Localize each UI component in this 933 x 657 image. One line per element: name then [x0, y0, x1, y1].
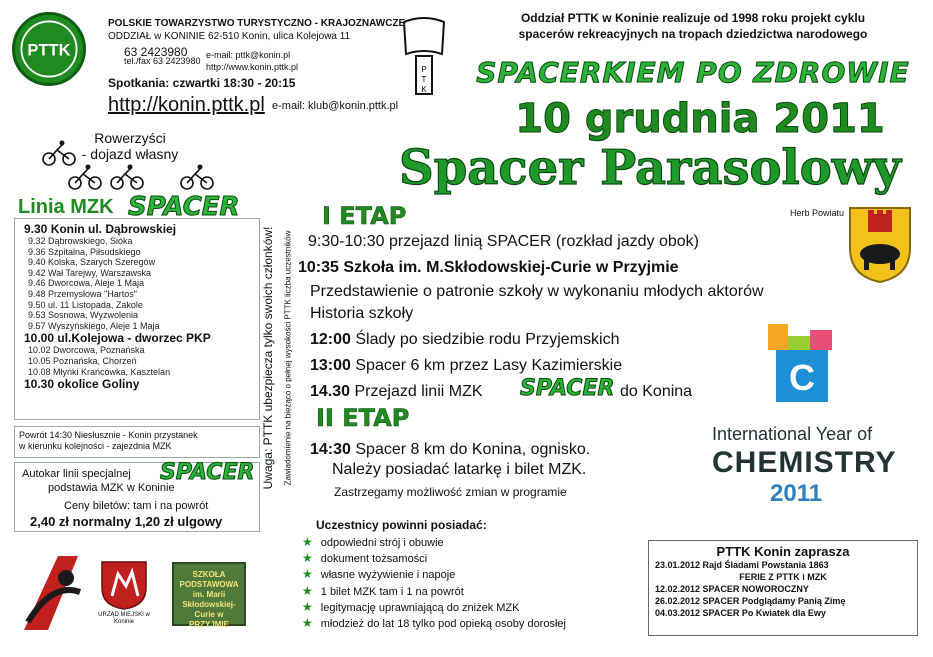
- spacer-logo: SPACER: [128, 192, 240, 222]
- chemistry-year-icon: [766, 322, 836, 406]
- return-line: w kierunku kolejności - zajezdnia MZK: [19, 441, 172, 451]
- bicycle-icon: [180, 164, 214, 190]
- upcoming-events-title: PTTK Konin zaprasza: [716, 544, 850, 559]
- bus-line-heading: Linia MZK: [18, 196, 114, 218]
- requirement-text: dokument tożsamości: [320, 553, 428, 566]
- timetable-stop: 10.30 okolice Goliny: [24, 377, 140, 392]
- requirement-text: własne wyżywienie i napoje: [320, 569, 456, 582]
- org-branch: ODDZIAŁ w KONINIE 62-510 Konin, ulica Kolejowa 11: [108, 31, 351, 42]
- timetable-stop: 9.40 Kolska, Szarych Szeregów: [28, 257, 156, 268]
- return-line: Powrót 14:30 Niesłusznie - Konin przystanek: [19, 430, 198, 440]
- bicycle-icon: [110, 164, 144, 190]
- timetable-stop: 10.05 Poznańska, Chorzeń: [28, 355, 137, 366]
- timetable-stop: 10.08 Młyńki Krańcówka, Kasztelan: [28, 366, 171, 377]
- program-text: do Konina: [620, 383, 693, 400]
- star-icon: ★: [302, 551, 313, 566]
- program-time: 14:30: [310, 441, 351, 458]
- coat-of-arms-icon: [846, 204, 914, 284]
- timetable-stop: 9.57 Wyszyńskiego, Aleje 1 Maja: [28, 320, 160, 331]
- program-item: Historia szkoły: [310, 305, 414, 322]
- project-note-line: spacerów rekreacyjnych na tropach dziedzictwa narodowego: [518, 27, 868, 41]
- timetable-stop: 9.32 Dąbrowskiego, Sióka: [28, 236, 133, 246]
- slogan: SPACERKIEM PO ZDROWIE: [476, 56, 910, 89]
- requirements-list: [302, 535, 566, 632]
- pttk-badge-icon: [398, 14, 450, 100]
- meetings-info: Spotkania: czwartki 18:30 - 20:15: [108, 76, 296, 90]
- program-item: [310, 382, 483, 402]
- star-icon: ★: [302, 583, 313, 598]
- konin-caption: URZĄD MIEJSKI w Koninie: [98, 612, 150, 625]
- program-item: [310, 440, 590, 460]
- timetable-stop: 9.48 Przemysłowa "Hartos": [28, 288, 137, 299]
- project-note: [458, 10, 928, 42]
- upcoming-event: FERIE Z PTTK i MZK: [739, 572, 827, 582]
- program-text: Przejazd linii MZK: [350, 383, 483, 400]
- program-item: 9:30-10:30 przejazd linią SPACER (rozkład jazdy obok): [308, 233, 700, 250]
- school-sign: SZKOŁA PODSTAWOWA im. Marii Skłodowskiej-Curie w PRZYJMIE: [172, 562, 246, 626]
- email-link[interactable]: e-mail: klub@konin.pttk.pl: [272, 100, 399, 112]
- participants-note: [278, 228, 298, 488]
- svg-text:C: C: [789, 357, 815, 398]
- konin-city-crest-icon: [98, 560, 150, 610]
- upcoming-events-list: [655, 559, 911, 619]
- program-time: 12:00: [310, 331, 351, 348]
- participants-note-text: Zawiadomienie na bieżąco o pełnej wysokości PTTK liczba uczestników: [283, 230, 293, 486]
- event-title: Spacer Parasolowy: [399, 140, 901, 196]
- insurance-note: [258, 228, 278, 488]
- event-date: 10 grudnia 2011: [515, 96, 885, 142]
- bus-info-line: podstawia MZK w Koninie: [48, 482, 175, 494]
- program-item: [310, 330, 619, 350]
- org-mail: e-mail: pttk@konin.pl: [206, 50, 291, 60]
- bicycle-icon: [42, 140, 76, 166]
- star-icon: ★: [302, 616, 313, 631]
- upcoming-event: 12.02.2012 SPACER NOWOROCZNY: [655, 584, 809, 594]
- stage-1-heading: I ETAP: [322, 202, 407, 230]
- program-text: Spacer 6 km przez Lasy Kazimierskie: [350, 357, 623, 374]
- svg-text:K: K: [421, 85, 427, 94]
- star-icon: ★: [302, 567, 313, 582]
- svg-text:PTTK: PTTK: [27, 40, 71, 60]
- timetable-stop: 9.46 Dworcowa, Aleje 1 Maja: [28, 278, 145, 289]
- requirements-title: Uczestnicy powinni posiadać:: [316, 518, 487, 532]
- project-note-line: Oddział PTTK w Koninie realizuje od 1998 roku projekt cyklu: [520, 11, 866, 25]
- cyclists-label: [70, 130, 190, 162]
- stage-2-heading: II ETAP: [316, 404, 410, 432]
- timetable-stop: 9.42 Wał Tarejwy, Warszawska: [28, 267, 152, 278]
- upcoming-event: 04.03.2012 SPACER Po Kwiatek dla Ewy: [655, 608, 826, 618]
- ticket-label: Ceny biletów: tam i na powrót: [64, 500, 209, 512]
- requirement-text: legitymację uprawniającą do zniżek MZK: [320, 601, 520, 614]
- requirement-text: młodzież do lat 18 tylko pod opieką osoby dorosłej: [320, 618, 566, 631]
- iyc-line: International Year of: [712, 424, 873, 444]
- cyclists-label-line: - dojazd własny: [81, 146, 179, 162]
- timetable: [20, 222, 260, 391]
- star-icon: ★: [302, 599, 313, 614]
- svg-text:P: P: [421, 65, 427, 74]
- upcoming-event: 23.01.2012 Rajd Śladami Powstania 1863: [655, 560, 829, 570]
- upcoming-events-box: [648, 540, 918, 636]
- website-link[interactable]: http://konin.pttk.pl: [108, 94, 265, 116]
- iyc-title: CHEMISTRY: [712, 446, 897, 479]
- program-item: [310, 356, 622, 376]
- bus-info-line: Autokar linii specjalnej: [22, 468, 131, 480]
- requirement-text: odpowiedni strój i obuwie: [320, 537, 444, 549]
- svg-text:T: T: [421, 75, 427, 84]
- bicycle-icon: [68, 164, 102, 190]
- program-item: 10:35 Szkoła im. M.Skłodowskiej-Curie w Przyjmie: [298, 259, 679, 276]
- program-item: Przedstawienie o patronie szkoły w wykonaniu młodych aktorów: [310, 283, 764, 300]
- star-icon: ★: [302, 535, 313, 549]
- program-item: Należy posiadać latarkę i bilet MZK.: [332, 461, 587, 478]
- requirement-item: [302, 600, 566, 616]
- requirement-item: [302, 584, 566, 600]
- requirement-item: [302, 535, 566, 551]
- program-text: Ślady po siedzibie rodu Przyjemskich: [350, 331, 620, 348]
- pttk-logo: [12, 12, 86, 86]
- requirement-item: [302, 567, 566, 583]
- upcoming-event: 26.02.2012 SPACER Podglądamy Panią Zimę: [655, 596, 846, 606]
- insurance-note-text: Uwaga: PTTK ubezpiecza tylko swoich członków!: [261, 226, 275, 490]
- cyclists-label-line: Rowerzyści: [94, 130, 166, 146]
- iyc-year: 2011: [770, 480, 823, 507]
- timetable-stop: 9.36 Szpitalna, Piłsudskiego: [28, 246, 141, 257]
- ticket-prices: 2,40 zł normalny 1,20 zł ulgowy: [30, 514, 223, 529]
- program-text: Spacer 8 km do Konina, ognisko.: [350, 441, 591, 458]
- program-disclaimer: Zastrzegamy możliwość zmian w programie: [334, 485, 567, 499]
- org-phone: 63 2423980: [124, 45, 188, 59]
- return-info: [14, 426, 260, 458]
- timetable-stop: 10.02 Dworcowa, Poznańska: [28, 345, 145, 356]
- timetable-stop: 9.30 Konin ul. Dąbrowskiej: [24, 222, 177, 236]
- program-time: 13:00: [310, 357, 351, 374]
- org-fax: tel./fax 63 2423980: [124, 56, 201, 66]
- requirement-item: [302, 616, 566, 632]
- org-www: http://www.konin.pttk.pl: [206, 62, 299, 72]
- sponsor-logo: [18, 552, 86, 632]
- coat-of-arms-label: Herb Powiatu: [790, 208, 845, 218]
- org-name: POLSKIE TOWARZYSTWO TURYSTYCZNO - KRAJOZNAWCZE: [108, 18, 406, 29]
- spacer-logo: SPACER: [520, 376, 615, 401]
- timetable-stop: 10.00 ul.Kolejowa - dworzec PKP: [24, 331, 211, 346]
- spacer-logo: SPACER: [160, 460, 255, 485]
- program-time: 14.30: [310, 383, 351, 400]
- requirement-item: [302, 551, 566, 567]
- timetable-stop: 9.53 Sosnowa, Wyzwolenia: [28, 310, 138, 321]
- timetable-stop: 9.50 ul. 11 Listopada, Zakole: [28, 299, 143, 310]
- requirement-text: 1 bilet MZK tam i 1 na powrót: [320, 585, 464, 598]
